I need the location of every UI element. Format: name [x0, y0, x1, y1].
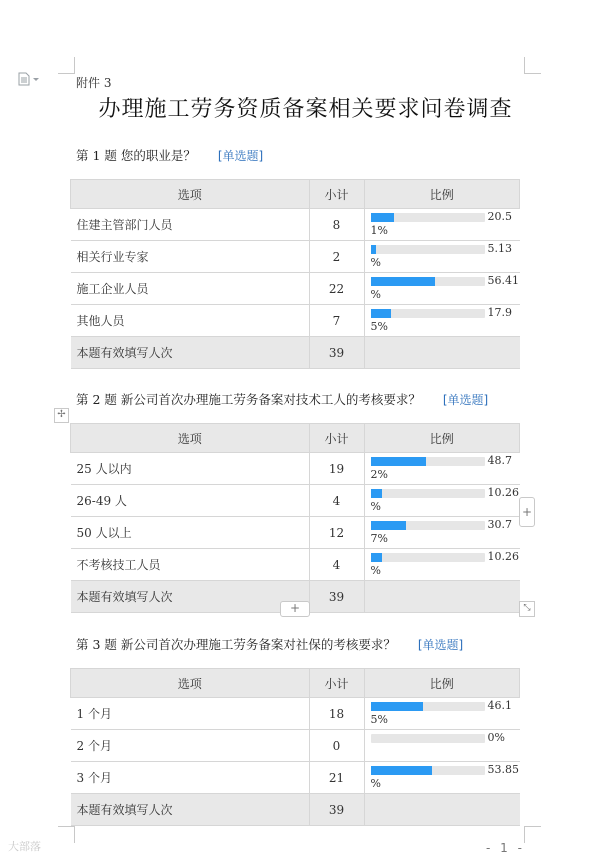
ratio-bar-fill	[371, 309, 391, 318]
ratio-bar-track	[371, 702, 485, 711]
option-label: 住建主管部门人员	[71, 209, 310, 241]
option-label: 不考核技工人员	[71, 549, 310, 581]
ratio-text: 46.1	[487, 699, 512, 712]
option-ratio-cell	[364, 273, 520, 305]
column-header-option: 选项	[71, 424, 310, 453]
ratio-bar-fill	[371, 553, 383, 562]
table-total-row	[71, 794, 520, 826]
table-row	[71, 273, 520, 305]
column-header-ratio: 比例	[364, 424, 520, 453]
total-count: 39	[309, 581, 364, 613]
total-label: 本题有效填写人次	[71, 581, 310, 613]
crop-mark-top-right	[524, 57, 541, 74]
option-ratio-cell	[364, 485, 520, 517]
table-row	[71, 241, 520, 273]
table-total-row	[71, 337, 520, 369]
option-count: 2	[309, 241, 364, 273]
total-count: 39	[309, 337, 364, 369]
option-label: 26-49 人	[71, 485, 310, 517]
table-row	[71, 305, 520, 337]
column-header-ratio: 比例	[364, 669, 520, 698]
ratio-text-wrap: 1%	[370, 224, 388, 237]
option-ratio-cell	[364, 209, 520, 241]
ratio-text: 30.7	[487, 518, 512, 531]
option-ratio-cell	[364, 698, 520, 730]
ratio-bar-track	[371, 521, 485, 530]
ratio-text-wrap: %	[370, 564, 381, 577]
column-header-count: 小计	[309, 424, 364, 453]
option-count: 8	[309, 209, 364, 241]
option-ratio-cell	[364, 762, 520, 794]
ratio-text-wrap: 5%	[370, 320, 388, 333]
option-count: 18	[309, 698, 364, 730]
option-ratio-cell	[364, 305, 520, 337]
question-2-type-tag[interactable]: [单选题]	[442, 393, 489, 407]
table-row	[71, 698, 520, 730]
column-header-ratio: 比例	[364, 180, 520, 209]
total-ratio-empty	[364, 581, 520, 613]
table-row	[71, 730, 520, 762]
ratio-text-wrap: %	[370, 777, 381, 790]
table-header-row	[71, 669, 520, 698]
table-row	[71, 762, 520, 794]
total-ratio-empty	[364, 337, 520, 369]
option-count: 7	[309, 305, 364, 337]
ratio-text: 10.26	[487, 486, 519, 499]
option-label: 3 个月	[71, 762, 310, 794]
ratio-text-wrap: 5%	[370, 713, 388, 726]
option-label: 相关行业专家	[71, 241, 310, 273]
attachment-label: 附件 3	[76, 76, 112, 90]
ratio-bar-fill	[371, 702, 424, 711]
question-2-title	[76, 390, 488, 408]
column-header-option: 选项	[71, 180, 310, 209]
ratio-bar-track	[371, 734, 485, 743]
ratio-text-wrap: %	[370, 288, 381, 301]
question-3-text: 第 3 题 新公司首次办理施工劳务备案对社保的考核要求？	[76, 637, 396, 652]
option-count: 0	[309, 730, 364, 762]
option-count: 22	[309, 273, 364, 305]
ratio-bar-track	[371, 489, 485, 498]
question-2-table	[70, 423, 520, 613]
ratio-bar-track	[371, 277, 485, 286]
crop-mark-top-left	[58, 57, 75, 74]
total-label: 本题有效填写人次	[71, 794, 310, 826]
table-header-row	[71, 424, 520, 453]
column-header-option: 选项	[71, 669, 310, 698]
table-row	[71, 209, 520, 241]
ratio-bar-track	[371, 309, 485, 318]
ratio-text: 0%	[487, 731, 505, 744]
ratio-bar-track	[371, 245, 485, 254]
question-1-table	[70, 179, 520, 369]
total-count: 39	[309, 794, 364, 826]
ratio-bar-fill	[371, 457, 427, 466]
total-label: 本题有效填写人次	[71, 337, 310, 369]
option-label: 2 个月	[71, 730, 310, 762]
question-2-text: 第 2 题 新公司首次办理施工劳务备案对技术工人的考核要求？	[76, 392, 421, 407]
ratio-text: 17.9	[487, 306, 512, 319]
table-row	[71, 485, 520, 517]
option-label: 其他人员	[71, 305, 310, 337]
ratio-bar-track	[371, 213, 485, 222]
ratio-text: 10.26	[487, 550, 519, 563]
watermark-logo: 大部落	[8, 840, 41, 853]
ratio-text: 5.13	[487, 242, 512, 255]
table-resize-handle-icon[interactable]: ⤡	[519, 601, 535, 617]
page-number: - 1 -	[486, 841, 525, 855]
option-ratio-cell	[364, 517, 520, 549]
option-label: 施工企业人员	[71, 273, 310, 305]
crop-mark-bottom-right	[524, 826, 541, 843]
ratio-bar-fill	[371, 489, 383, 498]
question-3-type-tag[interactable]: [单选题]	[417, 638, 464, 652]
question-3-title	[76, 635, 463, 653]
ratio-bar-fill	[371, 213, 394, 222]
ratio-bar-fill	[371, 766, 432, 775]
ratio-bar-fill	[371, 521, 406, 530]
ratio-text: 48.7	[487, 454, 512, 467]
table-move-handle-icon[interactable]: ✢	[54, 408, 69, 423]
ratio-text: 53.85	[487, 763, 519, 776]
ratio-bar-fill	[371, 277, 435, 286]
question-1-text: 第 1 题 您的职业是？	[76, 148, 196, 163]
ratio-text-wrap: %	[370, 256, 381, 269]
question-1-title	[76, 146, 263, 164]
ratio-bar-track	[371, 766, 485, 775]
option-count: 4	[309, 485, 364, 517]
page-title: 办理施工劳务资质备案相关要求问卷调查	[98, 97, 513, 122]
ratio-text: 20.5	[487, 210, 512, 223]
total-ratio-empty	[364, 794, 520, 826]
option-label: 25 人以内	[71, 453, 310, 485]
question-1-type-tag[interactable]: [单选题]	[217, 149, 264, 163]
ratio-text-wrap: 2%	[370, 468, 388, 481]
option-ratio-cell	[364, 549, 520, 581]
option-ratio-cell	[364, 453, 520, 485]
option-count: 21	[309, 762, 364, 794]
table-row	[71, 453, 520, 485]
table-row	[71, 549, 520, 581]
option-count: 4	[309, 549, 364, 581]
crop-mark-bottom-left	[58, 826, 75, 843]
ratio-text-wrap: %	[370, 500, 381, 513]
table-header-row	[71, 180, 520, 209]
column-header-count: 小计	[309, 180, 364, 209]
option-count: 19	[309, 453, 364, 485]
add-column-button[interactable]: +	[519, 497, 535, 527]
option-ratio-cell	[364, 730, 520, 762]
add-row-button[interactable]: +	[280, 601, 310, 617]
option-ratio-cell	[364, 241, 520, 273]
ratio-text: 56.41	[487, 274, 519, 287]
ratio-text-wrap: 7%	[370, 532, 388, 545]
option-count: 12	[309, 517, 364, 549]
ratio-bar-fill	[371, 245, 377, 254]
ratio-bar-track	[371, 553, 485, 562]
option-label: 50 人以上	[71, 517, 310, 549]
option-label: 1 个月	[71, 698, 310, 730]
table-row	[71, 517, 520, 549]
document-icon[interactable]	[18, 72, 40, 89]
question-3-table	[70, 668, 520, 826]
ratio-bar-track	[371, 457, 485, 466]
column-header-count: 小计	[309, 669, 364, 698]
